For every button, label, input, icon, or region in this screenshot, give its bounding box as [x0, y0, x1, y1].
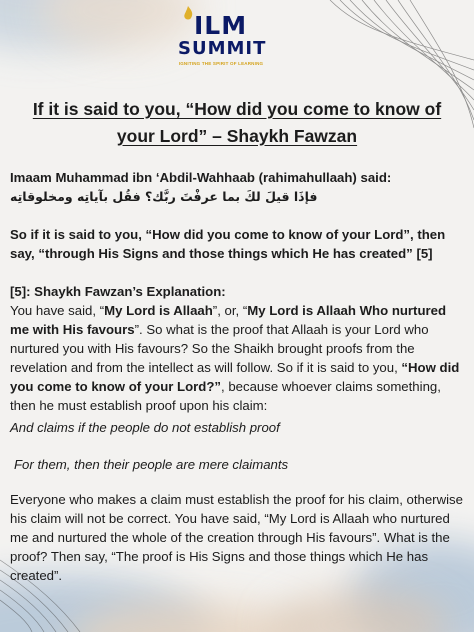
- conclusion-paragraph: Everyone who makes a claim must establish the proof for his claim, otherwise his claim will not be correct. You have said, “My Lord is Allaah who nurtured me and nurtured the whole of the creation through His favours”. What is the proof? Then say, “The proof is His Signs and those things which He has created”.: [10, 492, 463, 583]
- page-title: If it is said to you, “How did you come to know of your Lord” – Shaykh Fawzan: [32, 99, 442, 146]
- explanation-heading: [5]: Shaykh Fawzan’s Explanation:: [10, 284, 226, 299]
- attribution-line: Imaam Muhammad ibn ‘Abdil-Wahhaab (rahimahullaah) said:: [10, 170, 392, 185]
- explanation-text: You have said, “: [10, 303, 105, 318]
- explanation-text: ”, or, “: [212, 303, 248, 318]
- poem-line-1: And claims if the people do not establish proof: [10, 420, 280, 435]
- statement-paragraph: So if it is said to you, “How did you come to know of your Lord”, then say, “through His Signs and those things which He has created” [5]: [10, 227, 446, 261]
- explanation-paragraph: [10, 301, 462, 415]
- logo-tagline: IGNITING THE SPIRIT OF LEARNING: [178, 61, 264, 66]
- explanation-emphasis: My Lord is Allaah Who nurtured me with His favours: [10, 303, 447, 337]
- explanation-emphasis: “How did you come to know of your Lord?”: [10, 360, 460, 394]
- conclusion-block: [10, 490, 470, 585]
- explanation-text: ”. So what is the proof that Allaah is your Lord who nurtured you with His favours? So the Shaikh brought proofs from the revelation and from the intellect as will follow. So if it is said to you,: [10, 322, 429, 375]
- article-body: [10, 168, 462, 415]
- logo-text-summit: SUMMIT: [178, 38, 267, 59]
- flame-icon: [182, 6, 194, 22]
- logo-text-ilm: ILM: [194, 11, 248, 40]
- poem-line-2: For them, then their people are mere claimants: [14, 457, 289, 472]
- ilm-summit-logo: [174, 8, 270, 70]
- explanation-text: , because whoever claims something, then he must establish proof upon his claim:: [10, 379, 441, 413]
- arabic-quote: فإذَا قيلَ لكَ بما عرفْتَ ربَّك؟ فقُل بآياتِه ومخلوقاتِه: [10, 189, 318, 204]
- explanation-emphasis: My Lord is Allaah: [104, 303, 213, 318]
